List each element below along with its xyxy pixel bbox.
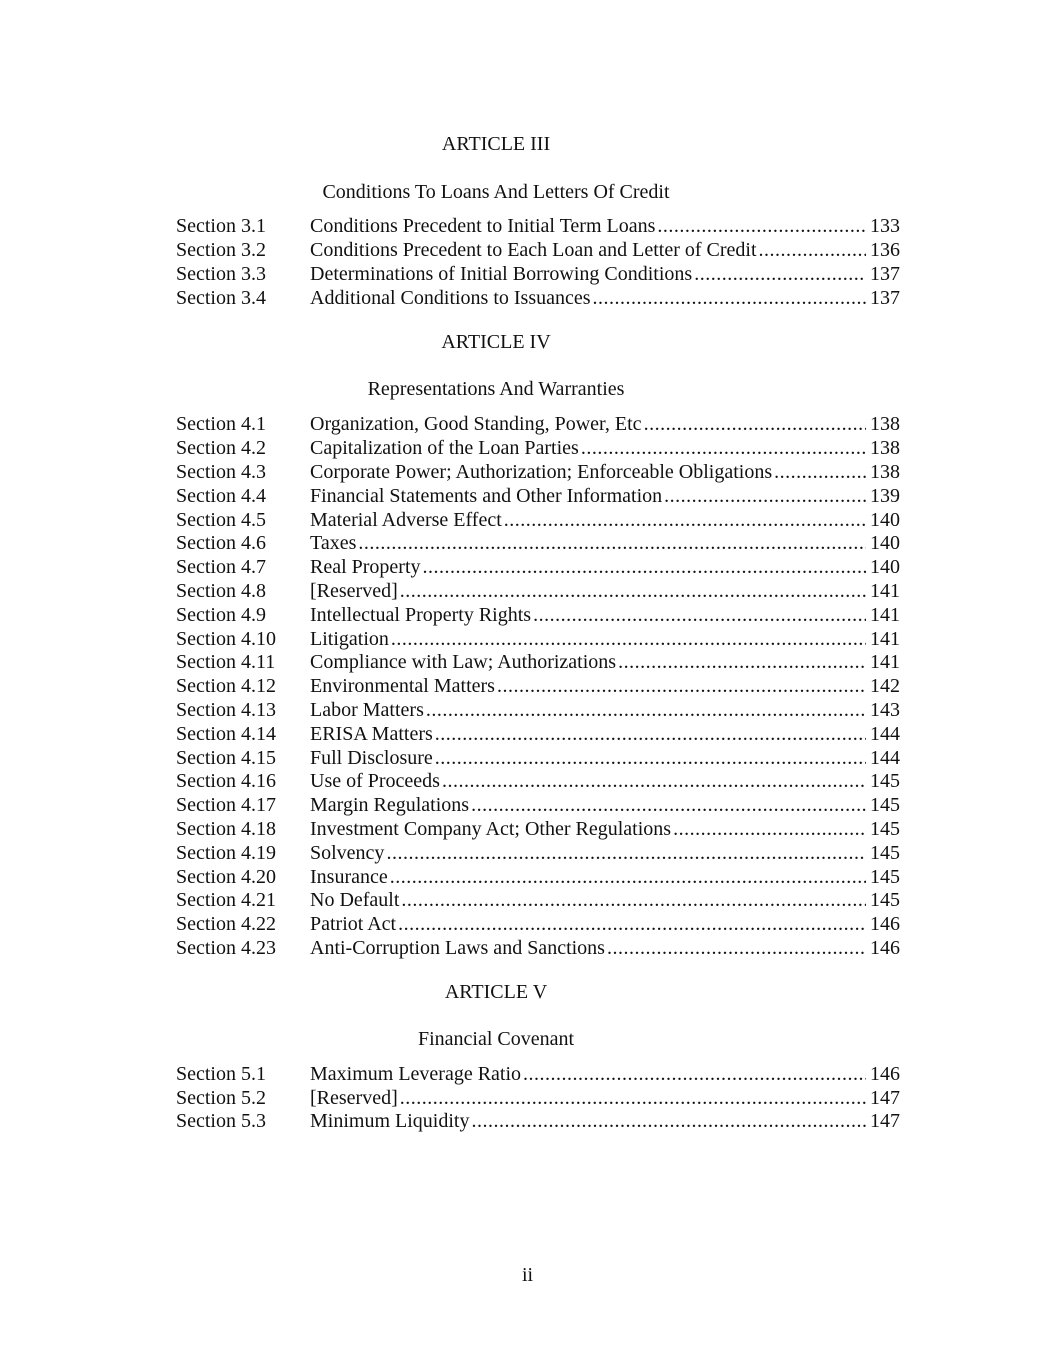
section-number: Section 4.13 (176, 699, 276, 721)
section-number: Section 4.17 (176, 794, 276, 816)
section-title: Conditions Precedent to Each Loan and Letter of Credit (310, 239, 757, 261)
section-page: 140 (870, 509, 900, 531)
dot-leader (471, 793, 866, 817)
section-page: 138 (870, 461, 900, 483)
section-number: Section 5.2 (176, 1087, 266, 1109)
section-number: Section 4.8 (176, 580, 266, 602)
section-number: Section 4.2 (176, 437, 266, 459)
dot-leader (774, 460, 866, 484)
section-title: Real Property (310, 556, 421, 578)
section-page: 147 (870, 1087, 900, 1109)
section-number: Section 4.20 (176, 866, 276, 888)
dot-leader (533, 603, 866, 627)
toc-entry (176, 912, 900, 936)
section-title: Margin Regulations (310, 794, 470, 816)
section-number: Section 5.3 (176, 1110, 266, 1132)
section-page: 145 (870, 818, 900, 840)
section-number: Section 4.15 (176, 747, 276, 769)
section-title: Solvency (310, 842, 385, 864)
section-number: Section 4.9 (176, 604, 266, 626)
section-number: Section 4.14 (176, 723, 276, 745)
section-number: Section 4.18 (176, 818, 276, 840)
section-title: Additional Conditions to Issuances (310, 287, 591, 309)
dot-leader (673, 817, 866, 841)
toc-entry (176, 603, 900, 627)
section-number: Section 5.1 (176, 1063, 266, 1085)
toc-entry (176, 238, 900, 262)
toc-entry (176, 746, 900, 770)
section-page: 145 (870, 794, 900, 816)
section-page: 142 (870, 675, 900, 697)
section-number: Section 4.5 (176, 509, 266, 531)
dot-leader (581, 436, 866, 460)
article-label: ARTICLE V (444, 981, 548, 1003)
section-title: Determinations of Initial Borrowing Conditions (310, 263, 693, 285)
toc-entry (176, 460, 900, 484)
article-label: ARTICLE IV (441, 331, 551, 353)
section-page: 146 (870, 1063, 900, 1085)
toc-entry (176, 531, 900, 555)
section-number: Section 3.3 (176, 263, 266, 285)
page-number: ii (521, 1264, 534, 1286)
section-title: Environmental Matters (310, 675, 495, 697)
section-title: Full Disclosure (310, 747, 433, 769)
section-number: Section 3.2 (176, 239, 266, 261)
section-page: 146 (870, 937, 900, 959)
toc-entry (176, 793, 900, 817)
dot-leader (391, 627, 866, 651)
toc-entry (176, 817, 900, 841)
section-number: Section 4.23 (176, 937, 276, 959)
dot-leader (471, 1109, 866, 1133)
toc-entry (176, 1062, 900, 1086)
section-title: Insurance (310, 866, 388, 888)
section-title: Litigation (310, 628, 389, 650)
section-title: Compliance with Law; Authorizations (310, 651, 617, 673)
dot-leader (435, 746, 866, 770)
dot-leader (644, 412, 866, 436)
dot-leader (358, 531, 866, 555)
toc-entry (176, 412, 900, 436)
section-number: Section 4.4 (176, 485, 266, 507)
section-title: [Reserved] (310, 580, 398, 602)
section-page: 146 (870, 913, 900, 935)
dot-leader (401, 888, 866, 912)
section-page: 145 (870, 770, 900, 792)
dot-leader (398, 912, 866, 936)
section-page: 138 (870, 413, 900, 435)
dot-leader (694, 262, 866, 286)
section-number: Section 4.12 (176, 675, 276, 697)
article-label: ARTICLE III (441, 133, 551, 155)
section-number: Section 4.21 (176, 889, 276, 911)
section-title: No Default (310, 889, 400, 911)
toc-entry (176, 650, 900, 674)
toc-entry (176, 722, 900, 746)
section-number: Section 4.11 (176, 651, 276, 673)
section-page: 137 (870, 287, 900, 309)
toc-entry (176, 888, 900, 912)
section-title: Patriot Act (310, 913, 397, 935)
section-title: Corporate Power; Authorization; Enforceable Obligations (310, 461, 773, 483)
article-title: Representations And Warranties (367, 378, 625, 400)
section-title: Capitalization of the Loan Parties (310, 437, 579, 459)
section-page: 143 (870, 699, 900, 721)
section-page: 140 (870, 556, 900, 578)
section-number: Section 3.4 (176, 287, 266, 309)
section-title: [Reserved] (310, 1087, 398, 1109)
toc-entry (176, 698, 900, 722)
section-title: ERISA Matters (310, 723, 433, 745)
toc-entry (176, 936, 900, 960)
toc-entry (176, 769, 900, 793)
section-number: Section 4.3 (176, 461, 266, 483)
section-number: Section 4.1 (176, 413, 266, 435)
article-title: Conditions To Loans And Letters Of Credit (322, 181, 670, 203)
toc-entry (176, 579, 900, 603)
dot-leader (435, 722, 866, 746)
dot-leader (759, 238, 866, 262)
section-number: Section 3.1 (176, 215, 266, 237)
toc-entry (176, 627, 900, 651)
toc-entry (176, 865, 900, 889)
section-title: Anti-Corruption Laws and Sanctions (310, 937, 605, 959)
dot-leader (426, 698, 866, 722)
section-number: Section 4.19 (176, 842, 276, 864)
section-number: Section 4.10 (176, 628, 276, 650)
dot-leader (657, 214, 866, 238)
dot-leader (390, 865, 866, 889)
dot-leader (664, 484, 866, 508)
article-title: Financial Covenant (417, 1028, 575, 1050)
toc-entry (176, 674, 900, 698)
toc-entry (176, 555, 900, 579)
dot-leader (400, 1086, 866, 1110)
toc-entry (176, 508, 900, 532)
section-number: Section 4.16 (176, 770, 276, 792)
section-page: 141 (870, 651, 900, 673)
section-title: Conditions Precedent to Initial Term Loans (310, 215, 656, 237)
section-title: Investment Company Act; Other Regulations (310, 818, 672, 840)
section-page: 141 (870, 604, 900, 626)
toc-entry (176, 1109, 900, 1133)
section-page: 137 (870, 263, 900, 285)
dot-leader (386, 841, 866, 865)
toc-entry (176, 286, 900, 310)
section-page: 147 (870, 1110, 900, 1132)
section-number: Section 4.6 (176, 532, 266, 554)
section-title: Organization, Good Standing, Power, Etc (310, 413, 642, 435)
dot-leader (618, 650, 866, 674)
dot-leader (523, 1062, 866, 1086)
section-page: 145 (870, 866, 900, 888)
dot-leader (593, 286, 866, 310)
section-title: Minimum Liquidity (310, 1110, 470, 1132)
toc-entry (176, 436, 900, 460)
section-page: 133 (870, 215, 900, 237)
toc-entry (176, 484, 900, 508)
toc-entry (176, 841, 900, 865)
section-page: 141 (870, 628, 900, 650)
section-title: Use of Proceeds (310, 770, 440, 792)
section-title: Financial Statements and Other Information (310, 485, 663, 507)
dot-leader (423, 555, 866, 579)
dot-leader (497, 674, 866, 698)
section-page: 144 (870, 747, 900, 769)
section-page: 144 (870, 723, 900, 745)
section-title: Intellectual Property Rights (310, 604, 532, 626)
section-title: Material Adverse Effect (310, 509, 502, 531)
section-page: 138 (870, 437, 900, 459)
section-title: Maximum Leverage Ratio (310, 1063, 522, 1085)
dot-leader (607, 936, 866, 960)
dot-leader (400, 579, 866, 603)
section-title: Labor Matters (310, 699, 424, 721)
section-page: 139 (870, 485, 900, 507)
section-title: Taxes (310, 532, 357, 554)
toc-entry (176, 1086, 900, 1110)
toc-entry (176, 262, 900, 286)
section-number: Section 4.7 (176, 556, 266, 578)
section-number: Section 4.22 (176, 913, 276, 935)
toc-entry (176, 214, 900, 238)
section-page: 141 (870, 580, 900, 602)
section-page: 140 (870, 532, 900, 554)
dot-leader (442, 769, 866, 793)
section-page: 145 (870, 842, 900, 864)
section-page: 136 (870, 239, 900, 261)
section-page: 145 (870, 889, 900, 911)
dot-leader (504, 508, 866, 532)
